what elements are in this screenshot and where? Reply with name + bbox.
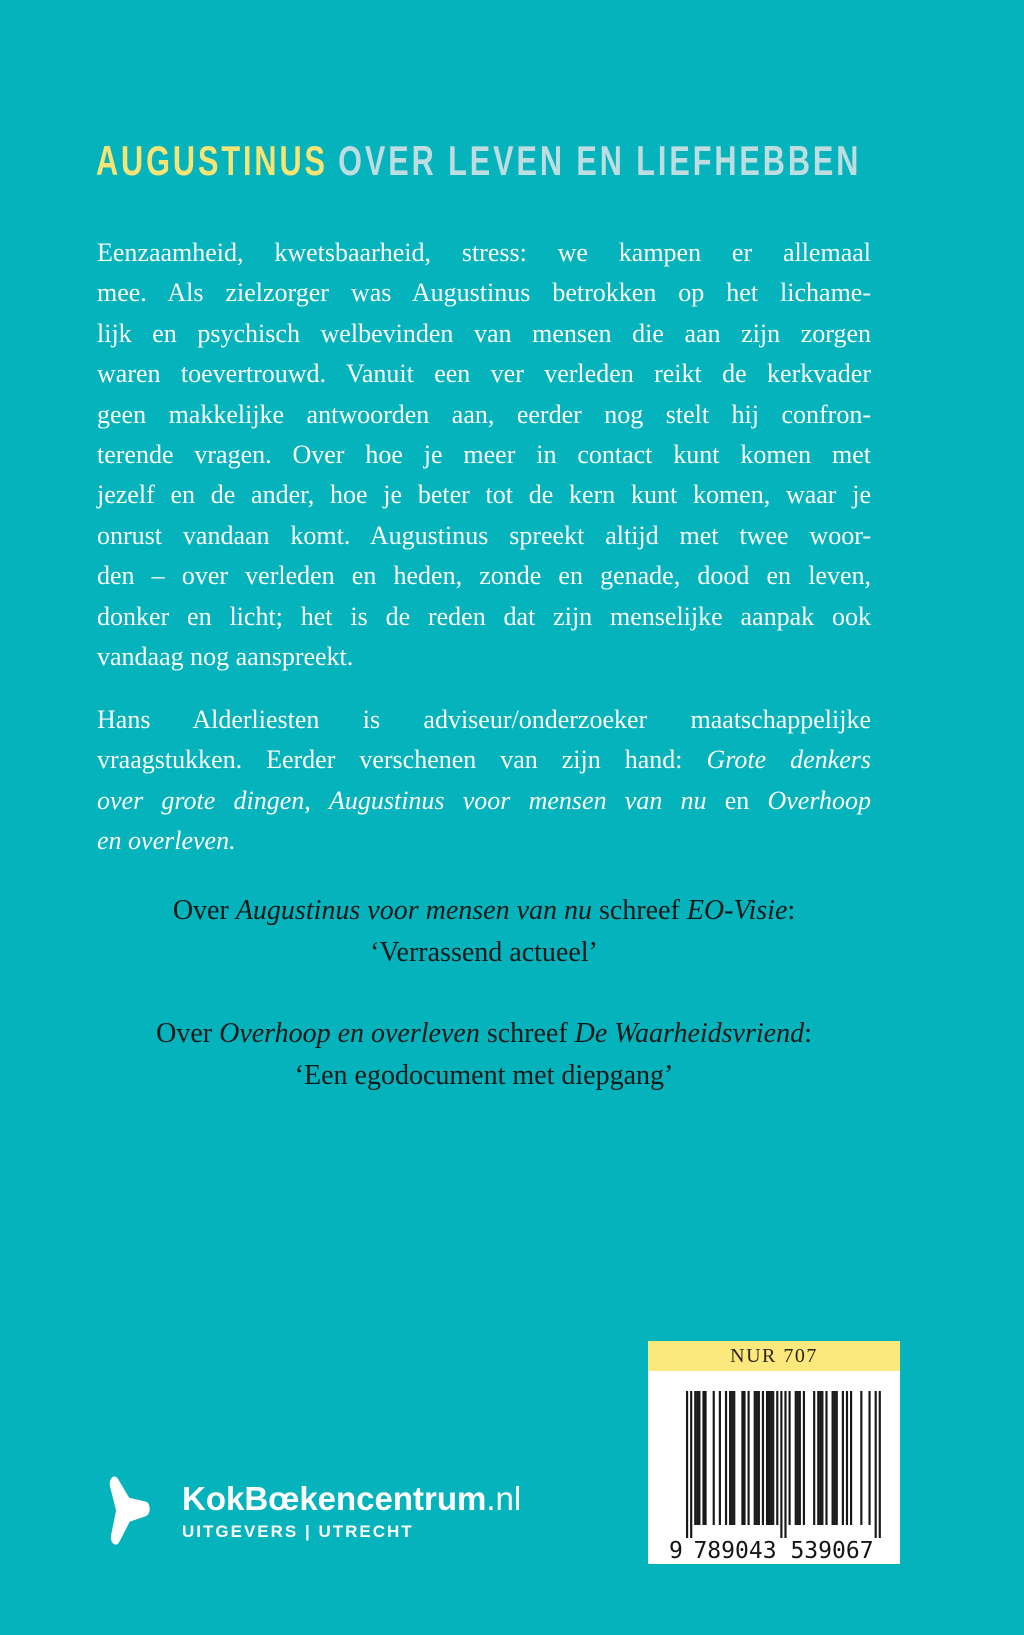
review-source-line: Over Overhoop en overleven schreef De Waarheidsvriend: [156,1018,812,1049]
author-line: vraagstukken. Eerder verschenen van zijn hand: Grote denkers [97,745,871,775]
review-quote-line: ‘Een egodocument met diepgang’ [294,1060,674,1091]
book-title [96,139,861,183]
intro-line: jezelf en de ander, hoe je beter tot de kern kunt komen, waar je [97,480,871,510]
intro-line: Eenzaamheid, kwetsbaarheid, stress: we kampen er allemaal [97,238,871,267]
ean13-barcode [665,1391,883,1561]
intro-line: lijk en psychisch welbevinden van mensen die aan zijn zorgen [97,318,871,348]
nur-label: NUR 707 [730,1345,818,1367]
barcode-digit-left: 9 [669,1538,683,1561]
author-line: en overleven. [97,826,236,856]
review-quote-line: ‘Verrassend actueel’ [370,937,598,968]
intro-line: terende vragen. Over hoe je meer in contact kunt komen met [97,440,871,470]
asterisk-logo-icon [94,1462,156,1558]
review-quote-block [97,1013,871,1097]
barcode-bars [686,1391,881,1538]
publisher-name: KokBœkencentrum [182,1480,487,1517]
nur-band [648,1341,900,1371]
author-line: over grote dingen, Augustinus voor mensen van nu en Overhoop [97,785,871,815]
intro-line: donker en licht; het is de reden dat zijn menselijke aanpak ook [97,601,871,631]
publisher-wordmark [182,1482,521,1516]
publisher-text [182,1482,521,1542]
intro-paragraph [97,233,871,677]
title-subject-part: OVER LEVEN EN LIEFHEBBEN [338,137,862,184]
author-line: Hans Alderliesten is adviseur/onderzoeker maatschappelijke [97,705,871,734]
review-quote-block [97,890,871,974]
author-paragraph [97,700,871,862]
publisher-subtitle: UITGEVERS | UTRECHT [182,1522,414,1541]
intro-line: waren toevertrouwd. Vanuit een ver verleden reikt de kerkvader [97,359,871,389]
intro-line: onrust vandaan komt. Augustinus spreekt altijd met twee woor- [97,520,871,550]
intro-line: geen makkelijke antwoorden aan, eerder nog stelt hij confron- [97,399,871,429]
barcode-digits-group2: 539067 [790,1538,874,1561]
intro-line: mee. Als zielzorger was Augustinus betrokken op het lichame- [97,278,871,308]
barcode-digits-group1: 789043 [693,1538,777,1561]
title-author-part: AUGUSTINUS [96,137,328,184]
publisher-domain: .nl [486,1480,522,1517]
intro-line: den – over verleden en heden, zonde en genade, dood en leven, [97,561,871,591]
publisher-logo [94,1462,521,1558]
intro-line: vandaag nog aanspreekt. [97,642,354,672]
barcode-panel [648,1341,900,1564]
review-source-line: Over Augustinus voor mensen van nu schreef EO-Visie: [172,895,796,926]
